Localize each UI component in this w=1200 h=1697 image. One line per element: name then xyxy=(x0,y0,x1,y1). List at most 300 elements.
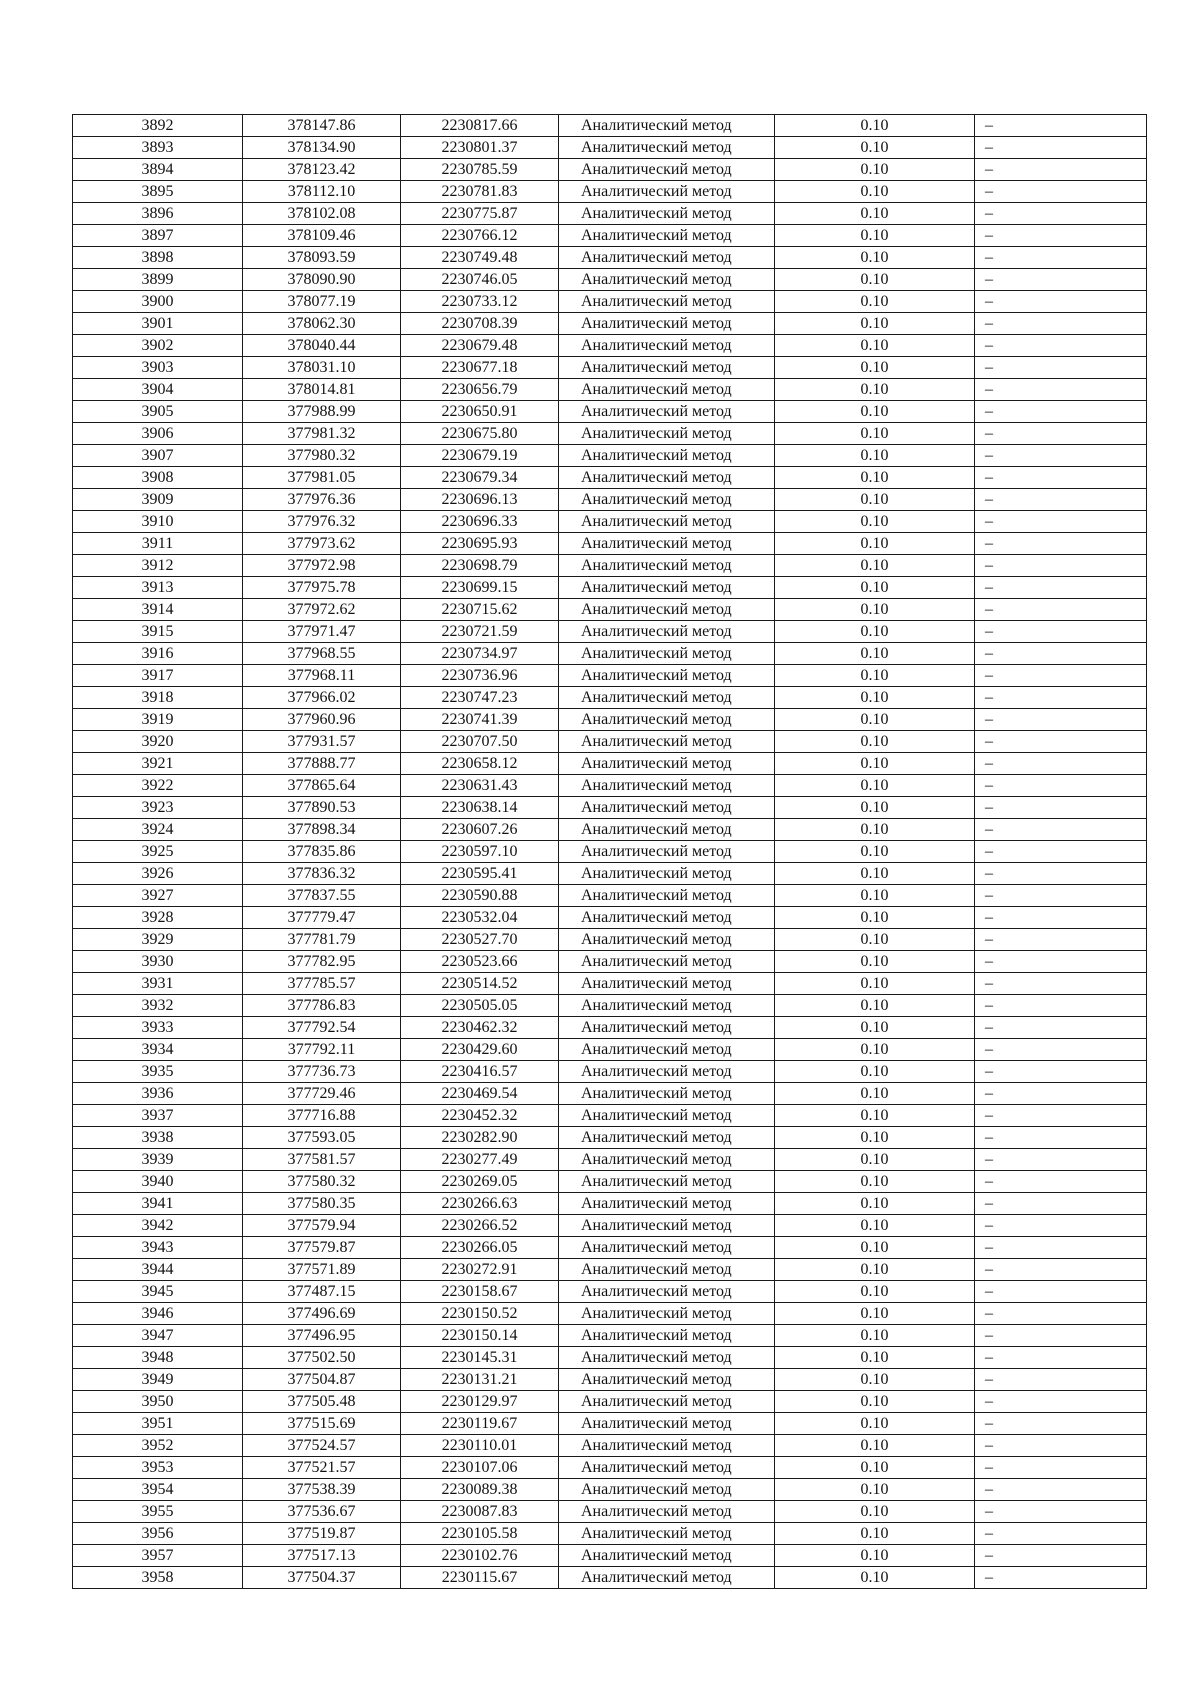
x-coordinate-cell: 378031.10 xyxy=(243,357,401,379)
y-coordinate-cell: 2230514.52 xyxy=(401,973,559,995)
note-cell: – xyxy=(975,401,1147,423)
y-coordinate-cell: 2230775.87 xyxy=(401,203,559,225)
accuracy-cell: 0.10 xyxy=(775,665,975,687)
method-cell: Аналитический метод xyxy=(559,445,775,467)
note-cell: – xyxy=(975,1215,1147,1237)
accuracy-cell: 0.10 xyxy=(775,1281,975,1303)
method-cell: Аналитический метод xyxy=(559,621,775,643)
accuracy-cell: 0.10 xyxy=(775,137,975,159)
point-number-cell: 3913 xyxy=(73,577,243,599)
y-coordinate-cell: 2230272.91 xyxy=(401,1259,559,1281)
x-coordinate-cell: 377496.69 xyxy=(243,1303,401,1325)
x-coordinate-cell: 377502.50 xyxy=(243,1347,401,1369)
note-cell: – xyxy=(975,753,1147,775)
method-cell: Аналитический метод xyxy=(559,1435,775,1457)
accuracy-cell: 0.10 xyxy=(775,1017,975,1039)
accuracy-cell: 0.10 xyxy=(775,1545,975,1567)
table-row xyxy=(73,335,1147,357)
y-coordinate-cell: 2230597.10 xyxy=(401,841,559,863)
accuracy-cell: 0.10 xyxy=(775,1127,975,1149)
x-coordinate-cell: 377865.64 xyxy=(243,775,401,797)
note-cell: – xyxy=(975,1369,1147,1391)
table-row xyxy=(73,1325,1147,1347)
x-coordinate-cell: 377581.57 xyxy=(243,1149,401,1171)
method-cell: Аналитический метод xyxy=(559,907,775,929)
point-number-cell: 3917 xyxy=(73,665,243,687)
accuracy-cell: 0.10 xyxy=(775,1259,975,1281)
note-cell: – xyxy=(975,1259,1147,1281)
point-number-cell: 3958 xyxy=(73,1567,243,1589)
point-number-cell: 3893 xyxy=(73,137,243,159)
table-row xyxy=(73,797,1147,819)
point-number-cell: 3921 xyxy=(73,753,243,775)
point-number-cell: 3941 xyxy=(73,1193,243,1215)
accuracy-cell: 0.10 xyxy=(775,1039,975,1061)
table-row xyxy=(73,577,1147,599)
accuracy-cell: 0.10 xyxy=(775,1061,975,1083)
note-cell: – xyxy=(975,621,1147,643)
accuracy-cell: 0.10 xyxy=(775,401,975,423)
note-cell: – xyxy=(975,863,1147,885)
point-number-cell: 3898 xyxy=(73,247,243,269)
method-cell: Аналитический метод xyxy=(559,885,775,907)
note-cell: – xyxy=(975,1083,1147,1105)
method-cell: Аналитический метод xyxy=(559,599,775,621)
table-row xyxy=(73,489,1147,511)
point-number-cell: 3905 xyxy=(73,401,243,423)
method-cell: Аналитический метод xyxy=(559,1347,775,1369)
table-row xyxy=(73,1105,1147,1127)
table-row xyxy=(73,181,1147,203)
method-cell: Аналитический метод xyxy=(559,753,775,775)
accuracy-cell: 0.10 xyxy=(775,225,975,247)
method-cell: Аналитический метод xyxy=(559,1303,775,1325)
x-coordinate-cell: 377736.73 xyxy=(243,1061,401,1083)
x-coordinate-cell: 378077.19 xyxy=(243,291,401,313)
x-coordinate-cell: 377571.89 xyxy=(243,1259,401,1281)
method-cell: Аналитический метод xyxy=(559,159,775,181)
point-number-cell: 3936 xyxy=(73,1083,243,1105)
y-coordinate-cell: 2230590.88 xyxy=(401,885,559,907)
x-coordinate-cell: 377890.53 xyxy=(243,797,401,819)
x-coordinate-cell: 377487.15 xyxy=(243,1281,401,1303)
note-cell: – xyxy=(975,1127,1147,1149)
table-row xyxy=(73,1259,1147,1281)
point-number-cell: 3904 xyxy=(73,379,243,401)
table-row xyxy=(73,1215,1147,1237)
table-row xyxy=(73,423,1147,445)
point-number-cell: 3902 xyxy=(73,335,243,357)
table-row xyxy=(73,555,1147,577)
accuracy-cell: 0.10 xyxy=(775,709,975,731)
note-cell: – xyxy=(975,1523,1147,1545)
note-cell: – xyxy=(975,335,1147,357)
accuracy-cell: 0.10 xyxy=(775,1369,975,1391)
method-cell: Аналитический метод xyxy=(559,225,775,247)
x-coordinate-cell: 377729.46 xyxy=(243,1083,401,1105)
point-number-cell: 3943 xyxy=(73,1237,243,1259)
note-cell: – xyxy=(975,533,1147,555)
accuracy-cell: 0.10 xyxy=(775,1193,975,1215)
table-row xyxy=(73,313,1147,335)
table-row xyxy=(73,357,1147,379)
x-coordinate-cell: 378102.08 xyxy=(243,203,401,225)
x-coordinate-cell: 377976.32 xyxy=(243,511,401,533)
point-number-cell: 3953 xyxy=(73,1457,243,1479)
x-coordinate-cell: 377835.86 xyxy=(243,841,401,863)
note-cell: – xyxy=(975,1171,1147,1193)
x-coordinate-cell: 377779.47 xyxy=(243,907,401,929)
point-number-cell: 3947 xyxy=(73,1325,243,1347)
table-row xyxy=(73,995,1147,1017)
note-cell: – xyxy=(975,907,1147,929)
y-coordinate-cell: 2230696.33 xyxy=(401,511,559,533)
method-cell: Аналитический метод xyxy=(559,1171,775,1193)
table-row xyxy=(73,1501,1147,1523)
y-coordinate-cell: 2230532.04 xyxy=(401,907,559,929)
y-coordinate-cell: 2230131.21 xyxy=(401,1369,559,1391)
x-coordinate-cell: 378147.86 xyxy=(243,115,401,137)
accuracy-cell: 0.10 xyxy=(775,1105,975,1127)
y-coordinate-cell: 2230277.49 xyxy=(401,1149,559,1171)
method-cell: Аналитический метод xyxy=(559,511,775,533)
table-row xyxy=(73,819,1147,841)
point-number-cell: 3955 xyxy=(73,1501,243,1523)
table-row xyxy=(73,269,1147,291)
note-cell: – xyxy=(975,555,1147,577)
point-number-cell: 3912 xyxy=(73,555,243,577)
method-cell: Аналитический метод xyxy=(559,1105,775,1127)
note-cell: – xyxy=(975,797,1147,819)
point-number-cell: 3900 xyxy=(73,291,243,313)
table-row xyxy=(73,753,1147,775)
accuracy-cell: 0.10 xyxy=(775,1391,975,1413)
y-coordinate-cell: 2230607.26 xyxy=(401,819,559,841)
y-coordinate-cell: 2230698.79 xyxy=(401,555,559,577)
point-number-cell: 3929 xyxy=(73,929,243,951)
note-cell: – xyxy=(975,313,1147,335)
point-number-cell: 3949 xyxy=(73,1369,243,1391)
x-coordinate-cell: 377792.54 xyxy=(243,1017,401,1039)
note-cell: – xyxy=(975,445,1147,467)
accuracy-cell: 0.10 xyxy=(775,269,975,291)
note-cell: – xyxy=(975,159,1147,181)
y-coordinate-cell: 2230656.79 xyxy=(401,379,559,401)
point-number-cell: 3892 xyxy=(73,115,243,137)
note-cell: – xyxy=(975,1435,1147,1457)
note-cell: – xyxy=(975,423,1147,445)
accuracy-cell: 0.10 xyxy=(775,995,975,1017)
accuracy-cell: 0.10 xyxy=(775,753,975,775)
y-coordinate-cell: 2230675.80 xyxy=(401,423,559,445)
y-coordinate-cell: 2230638.14 xyxy=(401,797,559,819)
x-coordinate-cell: 377538.39 xyxy=(243,1479,401,1501)
table-row xyxy=(73,115,1147,137)
table-row xyxy=(73,951,1147,973)
x-coordinate-cell: 378090.90 xyxy=(243,269,401,291)
y-coordinate-cell: 2230721.59 xyxy=(401,621,559,643)
table-row xyxy=(73,1127,1147,1149)
note-cell: – xyxy=(975,225,1147,247)
method-cell: Аналитический метод xyxy=(559,1259,775,1281)
coordinates-table xyxy=(72,114,1147,1589)
note-cell: – xyxy=(975,665,1147,687)
accuracy-cell: 0.10 xyxy=(775,357,975,379)
table-row xyxy=(73,511,1147,533)
accuracy-cell: 0.10 xyxy=(775,1413,975,1435)
note-cell: – xyxy=(975,1039,1147,1061)
table-row xyxy=(73,621,1147,643)
accuracy-cell: 0.10 xyxy=(775,379,975,401)
accuracy-cell: 0.10 xyxy=(775,687,975,709)
table-row xyxy=(73,599,1147,621)
table-row xyxy=(73,401,1147,423)
note-cell: – xyxy=(975,841,1147,863)
y-coordinate-cell: 2230707.50 xyxy=(401,731,559,753)
note-cell: – xyxy=(975,819,1147,841)
point-number-cell: 3920 xyxy=(73,731,243,753)
accuracy-cell: 0.10 xyxy=(775,643,975,665)
note-cell: – xyxy=(975,489,1147,511)
point-number-cell: 3914 xyxy=(73,599,243,621)
accuracy-cell: 0.10 xyxy=(775,1083,975,1105)
y-coordinate-cell: 2230817.66 xyxy=(401,115,559,137)
x-coordinate-cell: 378109.46 xyxy=(243,225,401,247)
note-cell: – xyxy=(975,357,1147,379)
table-row xyxy=(73,1435,1147,1457)
accuracy-cell: 0.10 xyxy=(775,1567,975,1589)
y-coordinate-cell: 2230523.66 xyxy=(401,951,559,973)
table-row xyxy=(73,225,1147,247)
accuracy-cell: 0.10 xyxy=(775,1325,975,1347)
note-cell: – xyxy=(975,511,1147,533)
point-number-cell: 3951 xyxy=(73,1413,243,1435)
x-coordinate-cell: 377981.32 xyxy=(243,423,401,445)
x-coordinate-cell: 377898.34 xyxy=(243,819,401,841)
point-number-cell: 3922 xyxy=(73,775,243,797)
x-coordinate-cell: 377785.57 xyxy=(243,973,401,995)
x-coordinate-cell: 377973.62 xyxy=(243,533,401,555)
point-number-cell: 3950 xyxy=(73,1391,243,1413)
accuracy-cell: 0.10 xyxy=(775,907,975,929)
y-coordinate-cell: 2230089.38 xyxy=(401,1479,559,1501)
y-coordinate-cell: 2230741.39 xyxy=(401,709,559,731)
point-number-cell: 3916 xyxy=(73,643,243,665)
point-number-cell: 3906 xyxy=(73,423,243,445)
x-coordinate-cell: 377980.32 xyxy=(243,445,401,467)
y-coordinate-cell: 2230505.05 xyxy=(401,995,559,1017)
y-coordinate-cell: 2230746.05 xyxy=(401,269,559,291)
y-coordinate-cell: 2230650.91 xyxy=(401,401,559,423)
point-number-cell: 3910 xyxy=(73,511,243,533)
method-cell: Аналитический метод xyxy=(559,357,775,379)
table-row xyxy=(73,929,1147,951)
x-coordinate-cell: 377580.35 xyxy=(243,1193,401,1215)
point-number-cell: 3899 xyxy=(73,269,243,291)
point-number-cell: 3925 xyxy=(73,841,243,863)
method-cell: Аналитический метод xyxy=(559,929,775,951)
x-coordinate-cell: 377968.11 xyxy=(243,665,401,687)
table-row xyxy=(73,731,1147,753)
method-cell: Аналитический метод xyxy=(559,1391,775,1413)
table-row xyxy=(73,643,1147,665)
point-number-cell: 3895 xyxy=(73,181,243,203)
y-coordinate-cell: 2230766.12 xyxy=(401,225,559,247)
table-row xyxy=(73,1303,1147,1325)
y-coordinate-cell: 2230679.48 xyxy=(401,335,559,357)
table-row xyxy=(73,687,1147,709)
table-row xyxy=(73,379,1147,401)
x-coordinate-cell: 377976.36 xyxy=(243,489,401,511)
note-cell: – xyxy=(975,1303,1147,1325)
point-number-cell: 3896 xyxy=(73,203,243,225)
point-number-cell: 3942 xyxy=(73,1215,243,1237)
x-coordinate-cell: 377786.83 xyxy=(243,995,401,1017)
point-number-cell: 3915 xyxy=(73,621,243,643)
y-coordinate-cell: 2230145.31 xyxy=(401,1347,559,1369)
note-cell: – xyxy=(975,1501,1147,1523)
note-cell: – xyxy=(975,269,1147,291)
method-cell: Аналитический метод xyxy=(559,335,775,357)
point-number-cell: 3909 xyxy=(73,489,243,511)
accuracy-cell: 0.10 xyxy=(775,533,975,555)
y-coordinate-cell: 2230266.63 xyxy=(401,1193,559,1215)
note-cell: – xyxy=(975,1325,1147,1347)
point-number-cell: 3894 xyxy=(73,159,243,181)
y-coordinate-cell: 2230087.83 xyxy=(401,1501,559,1523)
note-cell: – xyxy=(975,687,1147,709)
method-cell: Аналитический метод xyxy=(559,1369,775,1391)
y-coordinate-cell: 2230110.01 xyxy=(401,1435,559,1457)
y-coordinate-cell: 2230150.14 xyxy=(401,1325,559,1347)
x-coordinate-cell: 377504.37 xyxy=(243,1567,401,1589)
point-number-cell: 3924 xyxy=(73,819,243,841)
method-cell: Аналитический метод xyxy=(559,247,775,269)
x-coordinate-cell: 377971.47 xyxy=(243,621,401,643)
method-cell: Аналитический метод xyxy=(559,1061,775,1083)
accuracy-cell: 0.10 xyxy=(775,599,975,621)
x-coordinate-cell: 377972.98 xyxy=(243,555,401,577)
x-coordinate-cell: 377524.57 xyxy=(243,1435,401,1457)
y-coordinate-cell: 2230715.62 xyxy=(401,599,559,621)
method-cell: Аналитический метод xyxy=(559,1457,775,1479)
point-number-cell: 3937 xyxy=(73,1105,243,1127)
accuracy-cell: 0.10 xyxy=(775,863,975,885)
accuracy-cell: 0.10 xyxy=(775,423,975,445)
x-coordinate-cell: 377960.96 xyxy=(243,709,401,731)
y-coordinate-cell: 2230452.32 xyxy=(401,1105,559,1127)
accuracy-cell: 0.10 xyxy=(775,951,975,973)
method-cell: Аналитический метод xyxy=(559,973,775,995)
accuracy-cell: 0.10 xyxy=(775,159,975,181)
table-row xyxy=(73,137,1147,159)
y-coordinate-cell: 2230699.15 xyxy=(401,577,559,599)
method-cell: Аналитический метод xyxy=(559,775,775,797)
method-cell: Аналитический метод xyxy=(559,269,775,291)
method-cell: Аналитический метод xyxy=(559,577,775,599)
accuracy-cell: 0.10 xyxy=(775,181,975,203)
table-row xyxy=(73,1545,1147,1567)
note-cell: – xyxy=(975,181,1147,203)
y-coordinate-cell: 2230631.43 xyxy=(401,775,559,797)
accuracy-cell: 0.10 xyxy=(775,247,975,269)
table-row xyxy=(73,863,1147,885)
x-coordinate-cell: 377931.57 xyxy=(243,731,401,753)
y-coordinate-cell: 2230105.58 xyxy=(401,1523,559,1545)
note-cell: – xyxy=(975,643,1147,665)
accuracy-cell: 0.10 xyxy=(775,1303,975,1325)
note-cell: – xyxy=(975,1347,1147,1369)
method-cell: Аналитический метод xyxy=(559,1325,775,1347)
accuracy-cell: 0.10 xyxy=(775,797,975,819)
point-number-cell: 3932 xyxy=(73,995,243,1017)
method-cell: Аналитический метод xyxy=(559,1017,775,1039)
point-number-cell: 3928 xyxy=(73,907,243,929)
note-cell: – xyxy=(975,137,1147,159)
method-cell: Аналитический метод xyxy=(559,423,775,445)
note-cell: – xyxy=(975,467,1147,489)
method-cell: Аналитический метод xyxy=(559,665,775,687)
note-cell: – xyxy=(975,1479,1147,1501)
note-cell: – xyxy=(975,1193,1147,1215)
y-coordinate-cell: 2230266.05 xyxy=(401,1237,559,1259)
table-row xyxy=(73,1391,1147,1413)
method-cell: Аналитический метод xyxy=(559,1501,775,1523)
method-cell: Аналитический метод xyxy=(559,203,775,225)
y-coordinate-cell: 2230429.60 xyxy=(401,1039,559,1061)
note-cell: – xyxy=(975,1281,1147,1303)
x-coordinate-cell: 377519.87 xyxy=(243,1523,401,1545)
accuracy-cell: 0.10 xyxy=(775,1149,975,1171)
x-coordinate-cell: 378062.30 xyxy=(243,313,401,335)
note-cell: – xyxy=(975,731,1147,753)
note-cell: – xyxy=(975,577,1147,599)
accuracy-cell: 0.10 xyxy=(775,1435,975,1457)
table-row xyxy=(73,775,1147,797)
x-coordinate-cell: 377782.95 xyxy=(243,951,401,973)
point-number-cell: 3930 xyxy=(73,951,243,973)
y-coordinate-cell: 2230282.90 xyxy=(401,1127,559,1149)
y-coordinate-cell: 2230462.32 xyxy=(401,1017,559,1039)
table-row xyxy=(73,885,1147,907)
note-cell: – xyxy=(975,929,1147,951)
x-coordinate-cell: 377579.94 xyxy=(243,1215,401,1237)
point-number-cell: 3952 xyxy=(73,1435,243,1457)
accuracy-cell: 0.10 xyxy=(775,1457,975,1479)
accuracy-cell: 0.10 xyxy=(775,1479,975,1501)
y-coordinate-cell: 2230595.41 xyxy=(401,863,559,885)
point-number-cell: 3940 xyxy=(73,1171,243,1193)
y-coordinate-cell: 2230119.67 xyxy=(401,1413,559,1435)
method-cell: Аналитический метод xyxy=(559,1083,775,1105)
method-cell: Аналитический метод xyxy=(559,863,775,885)
table-row xyxy=(73,533,1147,555)
method-cell: Аналитический метод xyxy=(559,115,775,137)
x-coordinate-cell: 377836.32 xyxy=(243,863,401,885)
method-cell: Аналитический метод xyxy=(559,731,775,753)
x-coordinate-cell: 377968.55 xyxy=(243,643,401,665)
point-number-cell: 3911 xyxy=(73,533,243,555)
note-cell: – xyxy=(975,1413,1147,1435)
accuracy-cell: 0.10 xyxy=(775,313,975,335)
table-row xyxy=(73,841,1147,863)
table-row xyxy=(73,907,1147,929)
point-number-cell: 3934 xyxy=(73,1039,243,1061)
point-number-cell: 3927 xyxy=(73,885,243,907)
note-cell: – xyxy=(975,885,1147,907)
method-cell: Аналитический метод xyxy=(559,1237,775,1259)
table-row xyxy=(73,665,1147,687)
